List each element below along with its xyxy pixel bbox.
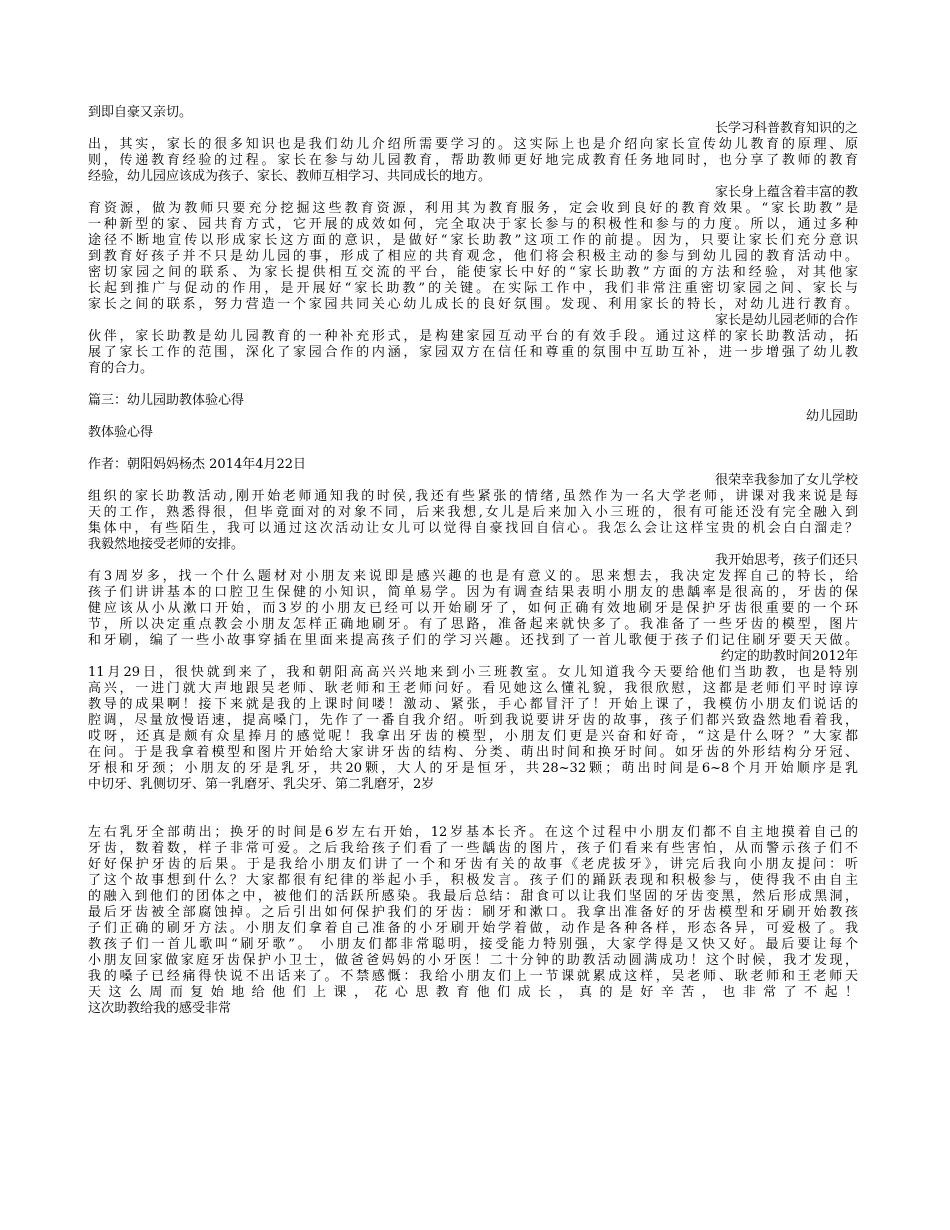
text-line: 小朋友回家做家庭牙齿保护小卫士，做爸爸妈妈的小牙医！二十分钟的助教活动圆满成功！这个时候，我才发现， [88, 953, 858, 968]
text-line: 组织的家长助教活动,刚开始老师通知我的时侯,我还有些紧张的情绪,虽然作为一名大学老师，讲课对我来说是每 [88, 489, 858, 504]
text-line: 育的合力。 [88, 361, 154, 376]
text-line: 长学习科普教育知识的之 [714, 121, 858, 136]
text-line: 天这么周而复始地给他们上课，花心思教育他们成长，真的是好辛苦，也非常了不起！ [88, 985, 858, 1000]
document-page [88, 105, 858, 1033]
text-line: 左右乳牙全部萌出；换牙的时间是6岁左右开始，12岁基本长齐。在这个过程中小朋友们都不自主地摸着自己的 [88, 825, 858, 840]
text-line: 牙齿，数着数，样子非常可爱。之后我给孩子们看了一些龋齿的图片，孩子们看来有些害怕，从而警示孩子们不 [88, 841, 858, 856]
text-line: 到即自豪又亲切。 [88, 105, 193, 120]
text-line: 教体验心得 [88, 425, 154, 440]
text-line: 幼儿园助 [805, 409, 858, 424]
section-heading: 篇三：幼儿园助教体验心得 [88, 393, 245, 408]
text-line: 在问。于是我拿着模型和图片开始给大家讲牙齿的结构、分类、萌出时间和换牙时间。如牙齿的外形结构分牙冠、 [88, 745, 858, 760]
text-line: 长起到推广与促动的作用，是开展好“家长助教”的关键。在实际工作中，我们非常注重密切家园之间、家长与 [88, 281, 858, 296]
text-line: 这次助教给我的感受非常 [88, 1001, 232, 1016]
text-line: 到教育好孩子并不只是幼儿园的事，形成了相应的共育观念，他们将会积极主动的参与到幼儿园的教育活动中。 [88, 249, 858, 264]
text-line: 途径不断地宣传以形成家长这方面的意识，是做好“家长助教”这项工作的前提。因为，只要让家长们充分意识 [88, 233, 858, 248]
text-line: 很荣幸我参加了女儿学校 [714, 473, 858, 488]
text-line: 我毅然地接受老师的安排。 [88, 537, 245, 552]
text-line: 集体中，有些陌生，我可以通过这次活动让女儿可以觉得自豪找回自信心。我怎么会让这样宝贵的机会白白溜走？ [88, 521, 858, 536]
text-line: 好好保护牙齿的后果。于是我给小朋友们讲了一个和牙齿有关的故事《老虎拔牙》，讲完后我向小朋友提问：听 [88, 857, 858, 872]
text-line: 伙伴，家长助教是幼儿园教育的一种补充形式，是构建家园互动平台的有效手段。通过这样的家长助教活动，拓 [88, 329, 858, 344]
text-line: 孩子们讲讲基本的口腔卫生保健的小知识，简单易学。因为有调查结果表明小朋友的患龋率是很高的，牙齿的保 [88, 585, 858, 600]
text-line: 了这个故事想到什么？大家都很有纪律的举起小手，积极发言。孩子们的踊跃表现和积极参与，使得我不由自主 [88, 873, 858, 888]
text-line: 腔调，尽量放慢语速，提高嗓门，先作了一番自我介绍。听到我说要讲牙齿的故事，孩子们都兴致盎然地看着我， [88, 713, 858, 728]
text-line: 我开始思考，孩子们还只 [714, 553, 858, 568]
text-line: 节，所以决定重点教会小朋友怎样正确地刷牙。有了思路，准备起来就快多了。我准备了一些牙齿的模型，图片 [88, 617, 858, 632]
text-line: 哎呀，还真是颇有众星捧月的感觉呢！我拿出牙齿的模型，小朋友们更是兴奋和好奇，“这是什么呀？”大家都 [88, 729, 858, 744]
text-line: 则，传递教育经验的过程。家长在参与幼儿园教育，帮助教师更好地完成教育任务地同时，也分享了教师的教育 [88, 153, 858, 168]
text-line: 高兴，一进门就大声地跟吴老师、耿老师和王老师问好。看见她这么懂礼貌，我很欣慰，这都是老师们平时谆谆 [88, 681, 858, 696]
text-line: 最后牙齿被全部腐蚀掉。之后引出如何保护我们的牙齿：刷牙和漱口。我拿出准备好的牙齿模型和牙刷开始教孩 [88, 905, 858, 920]
text-line: 有3周岁多，找一个什么题材对小朋友来说即是感兴趣的也是有意义的。思来想去，我决定发挥自己的特长，给 [88, 569, 858, 584]
text-line: 中切牙、乳侧切牙、第一乳磨牙、乳尖牙、第二乳磨牙，2岁 [88, 777, 435, 792]
text-line: 牙根和牙颈；小朋友的牙是乳牙，共20颗，大人的牙是恒牙，共28~32颗；萌出时间是6~8个月开始顺序是乳 [88, 761, 858, 776]
text-line: 经验，幼儿园应该成为孩子、家长、教师互相学习、共同成长的地方。 [88, 169, 492, 184]
text-line: 和牙刷，编了一些小故事穿插在里面来提高孩子们的学习兴趣。还找到了一首儿歌便于孩子们记住刷牙要天天做。 [88, 633, 858, 648]
text-line: 出，其实，家长的很多知识也是我们幼儿介绍所需要学习的。这实际上也是介绍向家长宣传幼儿教育的原理、原 [88, 137, 858, 152]
author-line: 作者：朝阳妈妈杨杰 2014年4月22日 [88, 457, 307, 472]
text-line: 教孩子们一首儿歌叫“刷牙歌”。 小朋友们都非常聪明，接受能力特别强，大家学得是又快又好。最后要让每个 [88, 937, 858, 952]
text-line: 家长之间的联系，努力营造一个家园共同关心幼儿成长的良好氛围。发现、利用家长的特长，对幼儿进行教育。 [88, 297, 858, 312]
text-line: 家长是幼儿园老师的合作 [714, 313, 858, 328]
text-line: 家长身上蕴含着丰富的教 [714, 185, 858, 200]
text-line: 子们正确的刷牙方法。小朋友们拿着自己准备的小牙刷开始学着做，动作是各种各样，形态各异，可爱极了。我 [88, 921, 858, 936]
text-line: 密切家园之间的联系、为家长提供相互交流的平台，能使家长中好的“家长助教”方面的方法和经验，对其他家 [88, 265, 858, 280]
text-line: 展了家长工作的范围，深化了家园合作的内涵，家园双方在信任和尊重的氛围中互助互补，进一步增强了幼儿教 [88, 345, 858, 360]
text-line: 的融入到他们的团体之中，被他们的活跃所感染。我最后总结：甜食可以让我们坚固的牙齿变黑，然后形成黑洞， [88, 889, 858, 904]
text-line: 11月29日，很快就到来了，我和朝阳高高兴兴地来到小三班教室。女儿知道我今天要给他们当助教，也是特别 [88, 665, 858, 680]
text-line: 一种新型的家、园共育方式，它开展的成效如何，完全取决于家长参与的积极性和参与的力度。所以，通过多种 [88, 217, 858, 232]
text-line: 约定的助教时间2012年 [720, 649, 858, 664]
text-line: 教导的成果啊！接下来就是我的上课时间喽！激动、紧张，手心都冒汗了！开始上课了，我模仿小朋友们说话的 [88, 697, 858, 712]
text-line: 天的工作，熟悉得很，但毕竟面对的对象不同，后来我想,女儿是后来加入小三班的，很有可能还没有完全融入到 [88, 505, 858, 520]
text-line: 我的嗓子已经痛得快说不出话来了。不禁感慨：我给小朋友们上一节课就累成这样，吴老师、耿老师和王老师天 [88, 969, 858, 984]
text-line: 健应该从小从漱口开始，而3岁的小朋友已经可以开始刷牙了，如何正确有效地刷牙是保护牙齿很重要的一个环 [88, 601, 858, 616]
text-line [88, 1017, 858, 1033]
text-line: 育资源，做为教师只要充分挖掘这些教育资源，利用其为教育服务，定会收到良好的教育效果。“家长助教”是 [88, 201, 858, 216]
